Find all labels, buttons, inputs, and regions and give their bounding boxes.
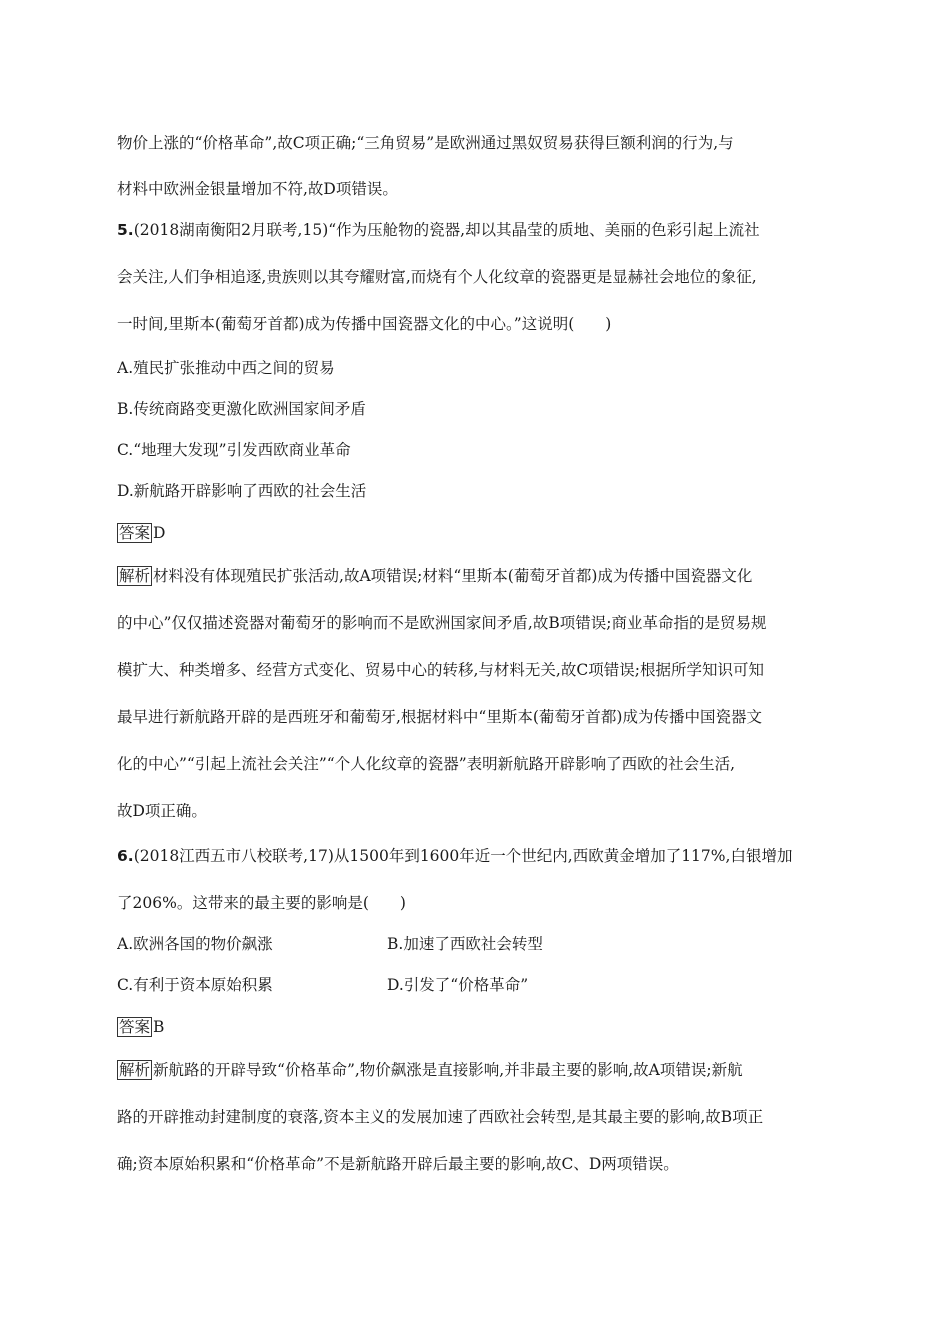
q6-options-row-2 <box>117 974 837 996</box>
q5-stem-line-1 <box>117 219 837 241</box>
q5-option-a: A.殖民扩张推动中西之间的贸易 <box>117 359 335 377</box>
q6-option-d: D.引发了“价格革命” <box>387 976 529 994</box>
q5-answer-tag: 答案 <box>119 524 151 542</box>
intro-line-1: 物价上涨的“价格革命”,故C项正确;“三角贸易”是欧洲通过黑奴贸易获得巨额利润的行为,与 <box>117 134 734 152</box>
q5-analysis-line-2: 的中心”仅仅描述瓷器对葡萄牙的影响而不是欧洲国家间矛盾,故B项错误;商业革命指的是贸易规 <box>117 614 767 632</box>
q5-stem-line-3: 一时间,里斯本(葡萄牙首都)成为传播中国瓷器文化的中心。”这说明( ) <box>117 315 612 333</box>
q6-option-b: B.加速了西欧社会转型 <box>387 935 543 953</box>
q5-answer: D <box>153 524 166 542</box>
q6-number: 6. <box>117 847 134 865</box>
q6-analysis-text-1: 新航路的开辟导致“价格革命”,物价飙涨是直接影响,并非最主要的影响,故A项错误;新航 <box>153 1061 743 1079</box>
q6-options-row-1 <box>117 933 837 955</box>
q5-option-d: D.新航路开辟影响了西欧的社会生活 <box>117 482 367 500</box>
q6-stem-line-1 <box>117 845 837 867</box>
q6-option-c: C.有利于资本原始积累 <box>117 976 273 994</box>
q5-analysis-tag: 解析 <box>119 567 151 585</box>
q5-analysis-line-4: 最早进行新航路开辟的是西班牙和葡萄牙,根据材料中“里斯本(葡萄牙首都)成为传播中国瓷器文 <box>117 708 762 726</box>
q5-option-b: B.传统商路变更激化欧洲国家间矛盾 <box>117 400 366 418</box>
q6-option-a: A.欧洲各国的物价飙涨 <box>117 935 273 953</box>
q6-analysis-line-1 <box>117 1059 837 1081</box>
q6-stem-line-2: 了206%。这带来的最主要的影响是( ) <box>117 894 406 912</box>
q5-option-c: C.“地理大发现”引发西欧商业革命 <box>117 441 351 459</box>
q5-analysis-line-5: 化的中心”“引起上流社会关注”“个人化纹章的瓷器”表明新航路开辟影响了西欧的社会生活, <box>117 755 736 773</box>
q5-analysis-text-1: 材料没有体现殖民扩张活动,故A项错误;材料“里斯本(葡萄牙首都)成为传播中国瓷器文化 <box>153 567 753 585</box>
q5-analysis-line-6: 故D项正确。 <box>117 802 207 820</box>
q5-analysis-line-1 <box>117 565 837 587</box>
q5-answer-line <box>117 522 837 544</box>
q5-stem-text-1: (2018湖南衡阳2月联考,15)“作为压舱物的瓷器,却以其晶莹的质地、美丽的色彩引起上流社 <box>133 221 760 239</box>
q6-stem-text-1: (2018江西五市八校联考,17)从1500年到1600年近一个世纪内,西欧黄金增加了117%,白银增加 <box>133 847 793 865</box>
q5-analysis-line-3: 模扩大、种类增多、经营方式变化、贸易中心的转移,与材料无关,故C项错误;根据所学知识可知 <box>117 661 764 679</box>
q6-analysis-line-2: 路的开辟推动封建制度的衰落,资本主义的发展加速了西欧社会转型,是其最主要的影响,故B项正 <box>117 1108 764 1126</box>
q5-stem-line-2: 会关注,人们争相追逐,贵族则以其夸耀财富,而烧有个人化纹章的瓷器更是显赫社会地位的象征, <box>117 268 757 286</box>
q6-answer: B <box>153 1018 165 1036</box>
intro-line-2: 材料中欧洲金银量增加不符,故D项错误。 <box>117 180 398 198</box>
q5-number: 5. <box>117 221 134 239</box>
q6-analysis-tag: 解析 <box>119 1061 151 1079</box>
q6-answer-tag: 答案 <box>119 1018 151 1036</box>
q6-answer-line <box>117 1016 837 1038</box>
q6-analysis-line-3: 确;资本原始积累和“价格革命”不是新航路开辟后最主要的影响,故C、D两项错误。 <box>117 1155 679 1173</box>
